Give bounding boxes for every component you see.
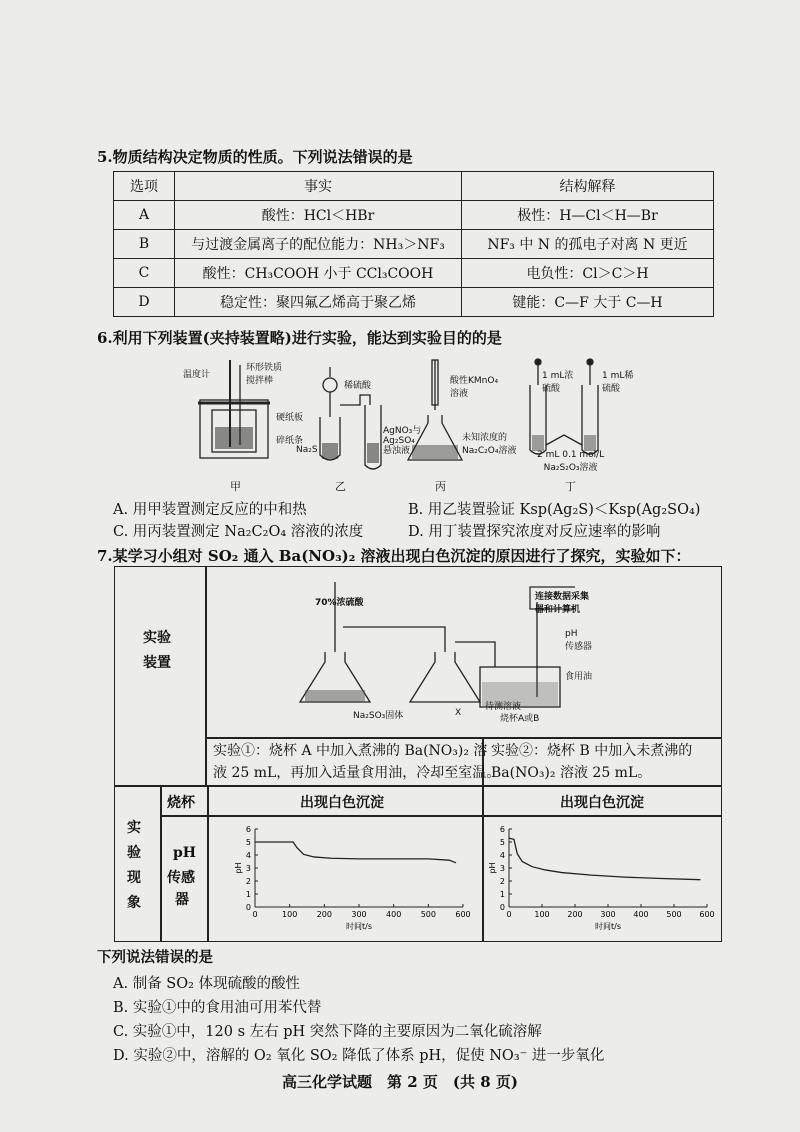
label-kmno4: 酸性KMnO₄ 溶液 (450, 376, 499, 399)
exp2-line-2: Ba(NO₃)₂ 溶液 25 mL。 (491, 765, 652, 781)
q5-row-b-option: B (114, 230, 175, 259)
y-tick-label: 5 (499, 838, 505, 847)
x-axis-label: 时间t/s (346, 922, 372, 931)
y-tick-label: 1 (499, 890, 505, 899)
q5-row-a-explain: 极性：H—Cl＜H—Br (462, 201, 714, 230)
x-tick-label: 300 (351, 910, 367, 919)
q5-row-a-option: A (114, 201, 175, 230)
beaker-row-label: 烧杯 (167, 795, 195, 811)
x-tick-label: 200 (567, 910, 583, 919)
page-footer: 高三化学试题 第 2 页 (共 8 页) (282, 1073, 518, 1091)
ph-series-line (255, 842, 456, 863)
caption-bing: 丙 (435, 480, 446, 493)
label-cooking-oil: 食用油 (565, 672, 593, 682)
x-tick-label: 500 (666, 910, 682, 919)
q5-table (113, 171, 714, 317)
q5-row-b-fact: 与过渡金属离子的配位能力：NH₃＞NF₃ (175, 230, 462, 259)
x-tick-label: 400 (386, 910, 402, 919)
y-axis-label: pH (234, 862, 243, 874)
q5-header-fact: 事实 (175, 172, 462, 201)
phenomenon-char-4: 象 (127, 895, 141, 911)
q5-row-d-fact: 稳定性：聚四氟乙烯高于聚乙烯 (175, 288, 462, 317)
x-tick-label: 100 (534, 910, 550, 919)
label-cardboard: 硬纸板 (276, 413, 304, 423)
q5-header-explain: 结构解释 (462, 172, 714, 201)
caption-ding: 丁 (565, 480, 576, 493)
x-tick-label: 0 (506, 910, 512, 919)
ph-series-line (509, 838, 700, 880)
label-dilute-h2so4-1ml: 1 mL稀 硫酸 (602, 371, 634, 394)
q7-experiment-table (114, 566, 722, 942)
q5-row-c-fact: 酸性：CH₃COOH 小于 CCl₃COOH (175, 259, 462, 288)
q5-row-b-explain: NF₃ 中 N 的孤电子对离 N 更近 (462, 230, 714, 259)
y-tick-label: 4 (245, 851, 251, 860)
q7-stem: 7.某学习小组对 SO₂ 通入 Ba(NO₃)₂ 溶液出现白色沉淀的原因进行了探究，实验如下： (97, 547, 691, 565)
q6-option-d: D. 用丁装置探究浓度对反应速率的影响 (408, 524, 661, 540)
y-tick-label: 1 (245, 890, 251, 899)
x-tick-label: 400 (633, 910, 649, 919)
exp1-line-2: 液 25 mL，再加入适量食用油，冷却至室温。 (213, 765, 501, 781)
q5-stem: 5.物质结构决定物质的性质。下列说法错误的是 (97, 148, 413, 166)
phenomenon-char-3: 现 (127, 870, 141, 886)
q6-option-b: B. 用乙装置验证 Ksp(Ag₂S)＜Ksp(Ag₂SO₄) (408, 502, 701, 518)
table-row (114, 230, 714, 259)
setup-label-2: 装置 (143, 655, 171, 671)
y-tick-label: 3 (499, 864, 505, 873)
obs-exp2: 出现白色沉淀 (560, 795, 644, 811)
label-paper-strips: 碎纸条 (276, 436, 304, 446)
label-na2s: Na₂S (296, 445, 318, 455)
label-na2c2o4: 未知浓度的 Na₂C₂O₄溶液 (462, 433, 517, 456)
label-agno3-suspension: AgNO₃与 Ag₂SO₄ 悬浊液 (383, 426, 422, 456)
x-axis-label: 时间t/s (595, 922, 621, 931)
y-tick-label: 2 (245, 877, 251, 886)
caption-jia: 甲 (230, 480, 241, 493)
label-data-collector: 连接数据采集 器和计算机 (535, 592, 590, 615)
sensor-label-1: pH (173, 845, 197, 861)
exp2-line-1: 实验②：烧杯 B 中加入未煮沸的 (491, 743, 693, 759)
q6-option-c: C. 用丙装置测定 Na₂C₂O₄ 溶液的浓度 (113, 524, 364, 540)
q5-row-d-option: D (114, 288, 175, 317)
label-dilute-h2so4: 稀硫酸 (344, 381, 372, 391)
y-tick-label: 5 (245, 838, 251, 847)
label-thermometer: 温度计 (183, 370, 211, 380)
sensor-label-3: 器 (175, 892, 189, 908)
x-tick-label: 600 (455, 910, 471, 919)
q5-row-a-fact: 酸性：HCl＜HBr (175, 201, 462, 230)
ph-chart-exp2 (487, 823, 717, 935)
x-tick-label: 200 (316, 910, 332, 919)
label-test-solution: 待测溶液 (485, 702, 522, 712)
phenomenon-char-2: 验 (127, 845, 141, 861)
q7-option-d: D. 实验②中，溶解的 O₂ 氧化 SO₂ 降低了体系 pH，促使 NO₃⁻ 进一步氧化 (113, 1048, 605, 1064)
label-x: X (455, 708, 462, 718)
q5-header-row (114, 172, 714, 201)
label-na2s2o3: 2 mL 0.1 mol/L Na₂S₂O₃溶液 (537, 450, 605, 473)
label-na2so3-solid: Na₂SO₃固体 (353, 711, 404, 721)
q7-option-c: C. 实验①中，120 s 左右 pH 突然下降的主要原因为二氧化硫溶解 (113, 1024, 542, 1040)
table-row (114, 259, 714, 288)
table-row (114, 201, 714, 230)
setup-label-1: 实验 (143, 630, 171, 646)
q7-prompt: 下列说法错误的是 (97, 949, 213, 966)
exp1-line-1: 实验①：烧杯 A 中加入煮沸的 Ba(NO₃)₂ 溶 (213, 743, 488, 759)
y-tick-label: 4 (499, 851, 505, 860)
x-tick-label: 0 (252, 910, 258, 919)
y-tick-label: 0 (245, 903, 251, 912)
y-tick-label: 6 (245, 825, 251, 834)
obs-exp1: 出现白色沉淀 (300, 795, 384, 811)
x-tick-label: 500 (420, 910, 436, 919)
table-row (114, 288, 714, 317)
y-tick-label: 0 (499, 903, 505, 912)
y-tick-label: 2 (499, 877, 505, 886)
x-tick-label: 600 (699, 910, 715, 919)
label-ph-sensor: pH 传感器 (565, 629, 593, 652)
label-70-sulfuric: 70%浓硫酸 (315, 598, 364, 608)
q5-row-c-option: C (114, 259, 175, 288)
q7-option-a: A. 制备 SO₂ 体现硫酸的酸性 (113, 976, 301, 992)
label-stirrer: 环形铁质 搅拌棒 (246, 363, 283, 386)
label-conc-h2so4: 1 mL浓 硫酸 (542, 371, 574, 394)
q6-stem: 6.利用下列装置(夹持装置略)进行实验，能达到实验目的的是 (97, 329, 502, 347)
q7-option-b: B. 实验①中的食用油可用苯代替 (113, 1000, 322, 1016)
ph-chart-exp1 (233, 823, 473, 935)
x-tick-label: 300 (600, 910, 616, 919)
q5-row-d-explain: 键能：C—F 大于 C—H (462, 288, 714, 317)
q5-header-option: 选项 (114, 172, 175, 201)
y-tick-label: 3 (245, 864, 251, 873)
caption-yi: 乙 (335, 480, 346, 493)
q6-option-a: A. 用甲装置测定反应的中和热 (113, 502, 307, 518)
y-axis-label: pH (488, 862, 497, 874)
sensor-label-2: 传感 (167, 870, 195, 886)
x-tick-label: 100 (282, 910, 298, 919)
phenomenon-char-1: 实 (127, 820, 141, 836)
label-beaker-ab: 烧杯A或B (500, 714, 540, 724)
y-tick-label: 6 (499, 825, 505, 834)
q5-row-c-explain: 电负性：Cl＞C＞H (462, 259, 714, 288)
